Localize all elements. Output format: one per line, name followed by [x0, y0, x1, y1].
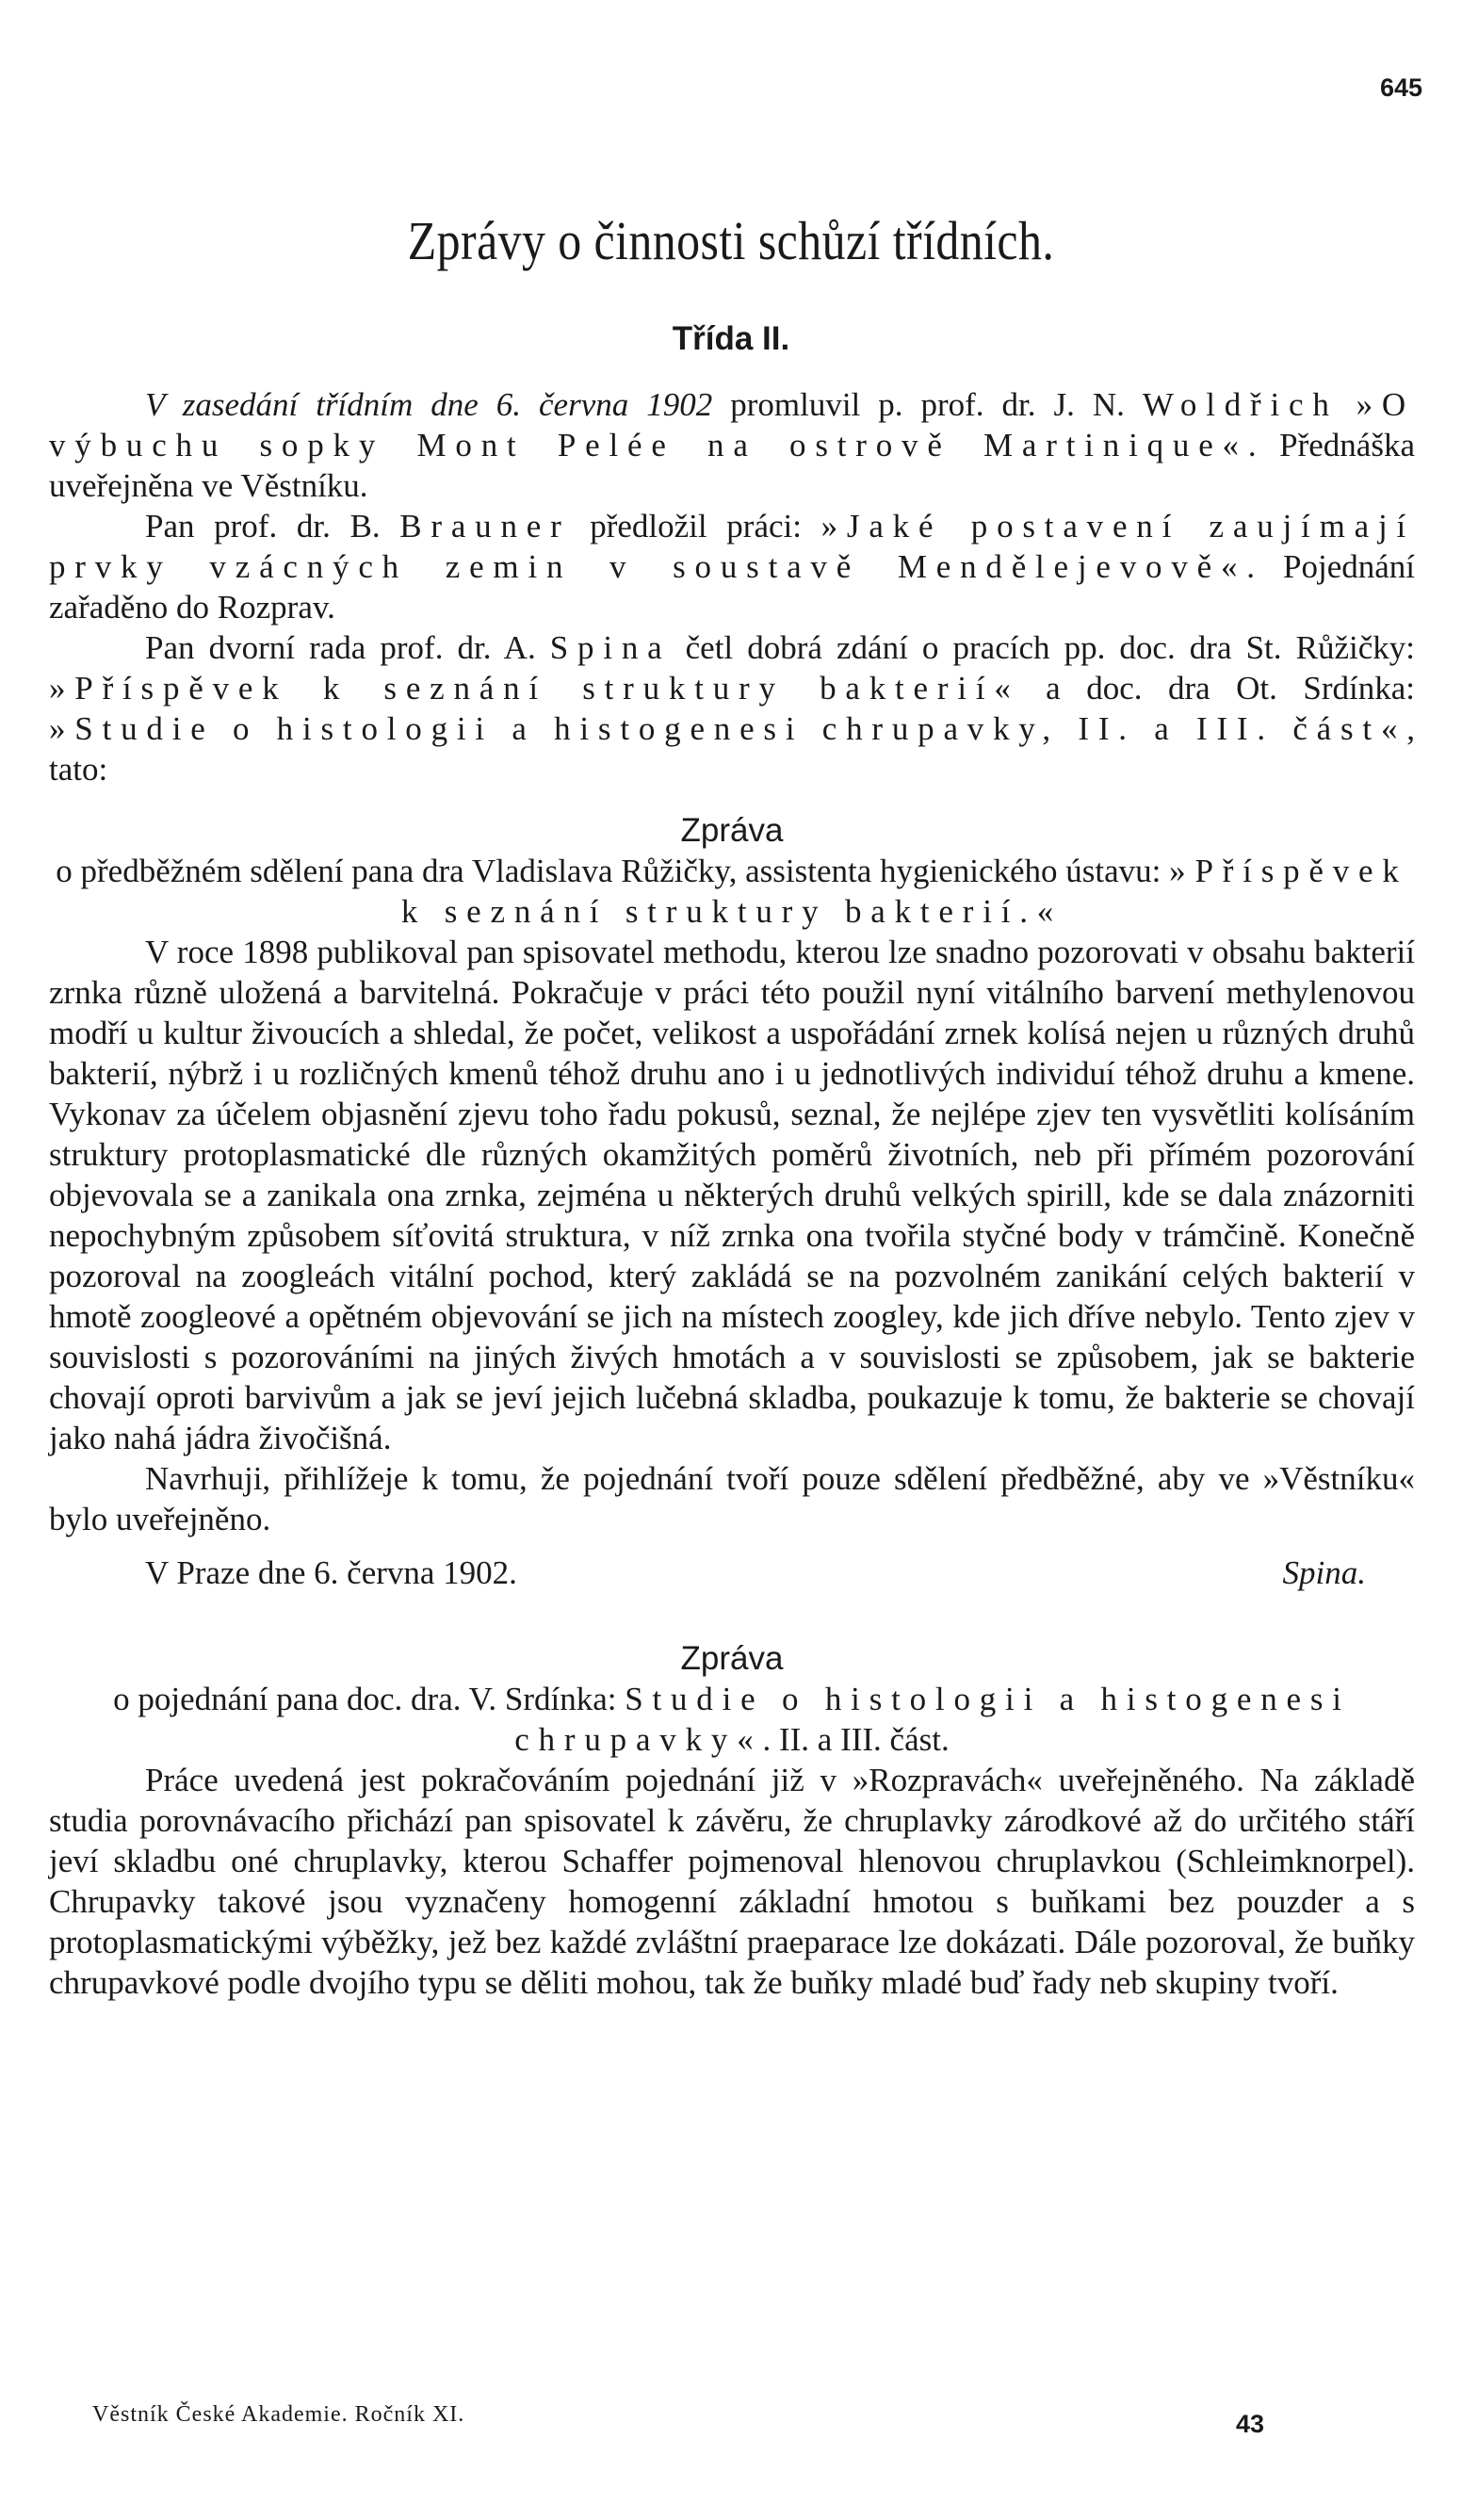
person-name: Srdínka	[1303, 670, 1406, 707]
page-number: 645	[1379, 73, 1422, 102]
person-name: Brauner	[399, 508, 571, 545]
person-name: Woldřich	[1142, 386, 1339, 423]
work-title: »Věstníku«	[1262, 1460, 1415, 1497]
report-1-subject: o předběžném sdělení pana dra Vladislava Růžičky, assistenta hygienického ústavu: »Příspěvek k seznání struktury bakterií.«	[56, 853, 1408, 930]
page-title: Zprávy o činnosti schůzí třídních.	[407, 210, 1055, 271]
work-title: »Jaké postavení zaujímají prvky vzácných zemin v soustavě Mendělejevově«	[49, 508, 1415, 585]
session-report	[49, 384, 1415, 2003]
report-1-heading: Zpráva	[680, 812, 784, 849]
signoff-place-date: V Praze dne 6. června 1902.	[145, 1554, 517, 1591]
session-paragraph-2: Pan prof. dr. B. Brauner předložil práci: »Jaké postavení zaujímají prvky vzácných zemin v soustavě Mendělejevově«. Pojednání zařaděno do Rozprav.	[49, 508, 1416, 626]
class-heading: Třída II.	[672, 320, 790, 357]
spacer	[49, 1593, 1415, 1638]
footer-sheet-number: 43	[1235, 2410, 1264, 2438]
work-title: »Příspěvek k seznání struktury bakterií«	[49, 670, 1020, 707]
work-title: »O výbuchu sopky Mont Pelée na ostrově Martinique«	[49, 386, 1416, 463]
session-paragraph-3: Pan dvorní rada prof. dr. A. Spina četl dobrá zdání o pracích pp. doc. dra St. Růžičky: »Příspěvek k seznání struktury bakterií« a doc. dra Ot. Srdínka: »Studie o histologii a histogenesi chrupavky, II. a III. část«, tato:	[49, 629, 1416, 788]
signature: Spina.	[1282, 1554, 1366, 1591]
report-2-heading: Zpráva	[680, 1640, 784, 1677]
report-1-paragraph-1: V roce 1898 publikoval pan spisovatel methodu, kterou lze snadno pozorovati v obsahu bakterií zrnka různě uložená a barvitelná. Pokračuje v práci této použil nyní vitálního barvení methylenovou modří u kultur živoucích a shledal, že počet, velikost a uspořádání zrnek kolísá nejen u různých druhů bakterií, nýbrž i u rozličných kmenů téhož druhu ano i u jednotlivých individuí téhož druhu a kmene. Vykonav za účelem objasnění zjevu toho řadu pokusů, seznal, že nejlépe zjev ten vysvětliti kolísáním struktury protoplasmatické dle různých okamžitých poměrů životních, neb při přímém pozorování objevovala se a zanikala ona zrnka, zejména u některých druhů velkých spirill, kde se dala znázorniti nepochybným způsobem síťovitá struktura, v níž zrnka ona tvořila styčné body v trámčině. Konečně pozoroval na zoogleách vitální pochod, který zakládá se na pozvolném zanikání celých bakterií v hmotě zoogleové a opětném objevování se jich na místech zoogley, kde jich dříve nebylo. Tento zjev v souvislosti s pozorováními na jiných živých hmotách a v souvislosti se způsobem, jak se bakterie chovají oproti barvivům a jak se jeví jejich lučebná skladba, poukazuje k tomu, že bakterie se chovají jako nahá jádra živočišná.	[49, 934, 1415, 1456]
footer-journal: Věstník České Akademie. Ročník XI.	[92, 2402, 465, 2427]
spacer	[49, 1539, 1415, 1553]
spacer	[49, 789, 1415, 810]
report-2-subject: o pojednání pana doc. dra. V. Srdínka: Studie o histologii a histogenesi chrupavky«. II. a III. část.	[113, 1681, 1351, 1758]
person-name: Růžičky	[1295, 629, 1406, 666]
person-name: Spina	[549, 629, 672, 666]
work-title: Studie o histologii a histogenesi chrupavky«	[514, 1681, 1351, 1758]
report-1-signoff	[49, 1553, 1415, 1593]
report-1-paragraph-2: Navrhuji, přihlížeje k tomu, že pojednání tvoří pouze sdělení předběžné, aby ve »Věstníku« bylo uveřejněno.	[49, 1460, 1415, 1537]
work-title: »Studie o histologii a histogenesi chrupavky, II. a III. část«	[49, 710, 1407, 747]
session-paragraph-1: V zasedání třídním dne 6. června 1902 promluvil p. prof. dr. J. N. Woldřich »O výbuchu sopky Mont Pelée na ostrově Martinique«. Přednáška uveřejněna ve Věstníku.	[49, 386, 1416, 504]
work-title: »Příspěvek k seznání struktury bakterií.«	[400, 853, 1408, 930]
session-date: V zasedání třídním dne 6. června 1902	[145, 386, 713, 423]
report-2-paragraph-1: Práce uvedená jest pokračováním pojednání již v »Rozpravách« uveřejněného. Na základě studia porovnávacího přichází pan spisovatel k závěru, že chruplavky zárodkové až do určitého stáří jeví skladbu oné chruplavky, kterou Schaffer pojmenoval hlenovou chruplavkou (Schleimknorpel). Chrupavky takové jsou vyznačeny homogenní základní hmotou s buňkami bez pouzder a s protoplasmatickými výběžky, jež bez každé zvláštní praeparace lze dokázati. Dále pozoroval, že buňky chrupavkové podle dvojího typu se děliti mohou, tak že buňky mladé buď řady neb skupiny tvoří.	[49, 1762, 1415, 2001]
